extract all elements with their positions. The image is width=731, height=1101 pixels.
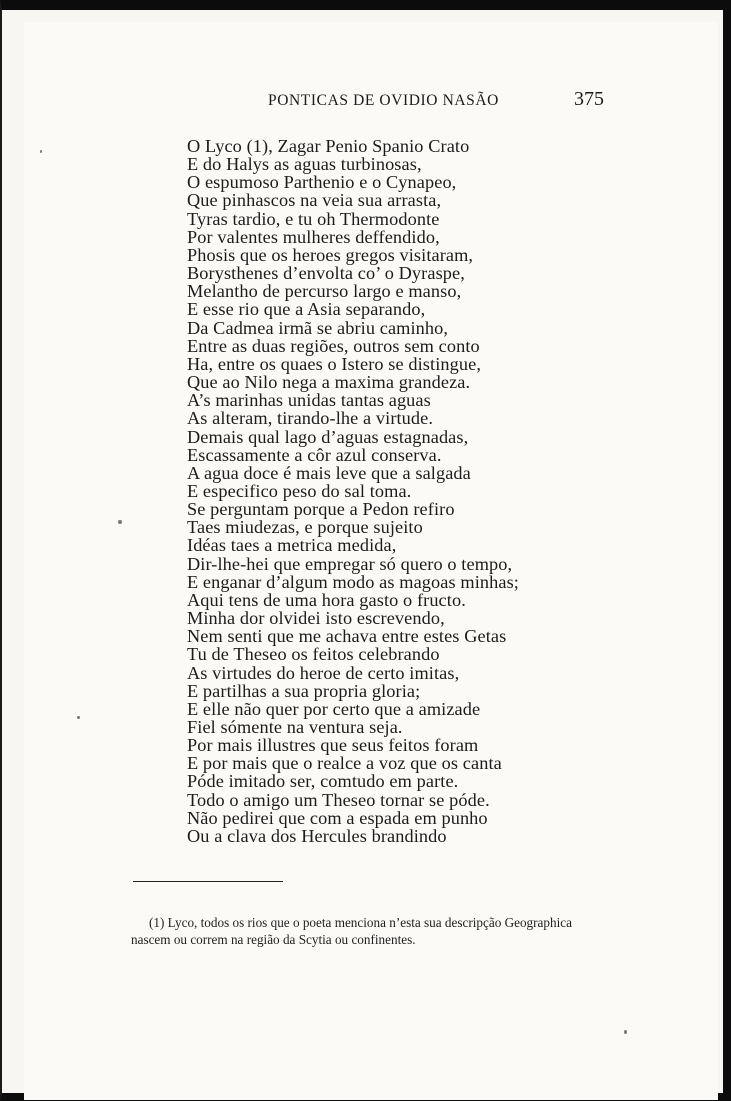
poem-line: Ou a clava dos Hercules brandindo: [187, 825, 447, 846]
poem-line: A agua doce é mais leve que a salgada: [187, 462, 471, 483]
poem-line: Melantho de percurso largo e manso,: [187, 281, 462, 302]
poem-line: Póde imitado ser, comtudo em parte.: [187, 771, 459, 792]
poem-line: E do Halys as aguas turbinosas,: [187, 154, 422, 175]
poem-line: Escassamente a côr azul conserva.: [187, 444, 442, 465]
page-number: 375: [574, 88, 604, 110]
poem-line: As virtudes do heroe de certo imitas,: [187, 662, 460, 683]
scan-speck: [40, 150, 42, 153]
poem-text: [187, 137, 547, 845]
poem-line: Que pinhascos na veia sua arrasta,: [187, 190, 442, 211]
poem-line: A’s marinhas unidas tantas aguas: [187, 390, 431, 411]
poem-line: Por valentes mulheres deffendido,: [187, 226, 440, 247]
poem-line: Dir-lhe-hei que empregar só quero o tempo,: [187, 553, 513, 574]
poem-line: As alteram, tirando-lhe a virtude.: [187, 408, 434, 429]
footnote-divider: [133, 881, 283, 882]
poem-line: Minha dor olvidei isto escrevendo,: [187, 608, 445, 629]
poem-line: Demais qual lago d’aguas estagnadas,: [187, 426, 469, 447]
poem-line: Tu de Theseo os feitos celebrando: [187, 644, 440, 665]
poem-line: E por mais que o realce a voz que os canta: [187, 753, 502, 774]
scan-speck: [118, 520, 122, 524]
poem-line: Se perguntam porque a Pedon refiro: [187, 499, 455, 520]
poem-line: Que ao Nilo nega a maxima grandeza.: [187, 372, 471, 393]
poem-line: Idéas taes a metrica medida,: [187, 535, 397, 556]
scan-speck: [624, 1030, 627, 1034]
poem-line: E esse rio que a Asia separando,: [187, 299, 426, 320]
poem-line: O espumoso Parthenio e o Cynapeo,: [187, 172, 457, 193]
poem-line: Tyras tardio, e tu oh Thermodonte: [187, 208, 440, 229]
poem-line: Todo o amigo um Theseo tornar se póde.: [187, 789, 490, 810]
footnote: (1) Lyco, todos os rios que o poeta menciona n’esta sua descripção Geographica nascem ou correm na região da Scytia ou confinentes.: [131, 915, 572, 947]
poem-line: Borysthenes d’envolta co’ o Dyraspe,: [187, 263, 465, 284]
running-header: PONTICAS DE OVIDIO NASÃO: [268, 92, 499, 109]
poem-line: E enganar d’algum modo as magoas minhas;: [187, 571, 519, 592]
poem-line: Entre as duas regiões, outros sem conto: [187, 335, 480, 356]
poem-line: E partilhas a sua propria gloria;: [187, 680, 421, 701]
poem-line: Taes miudezas, e porque sujeito: [187, 517, 423, 538]
poem-line: Fiel sómente na ventura seja.: [187, 717, 403, 737]
scan-speck: [77, 716, 80, 719]
poem-line: Phosis que os heroes gregos visitaram,: [187, 244, 474, 265]
poem-line: Por mais illustres que seus feitos foram: [187, 735, 479, 756]
poem-line: Não pedirei que com a espada em punho: [187, 807, 488, 828]
poem-line: Nem senti que me achava entre estes Getas: [187, 626, 507, 647]
poem-line: E elle não quer por certo que a amizade: [187, 698, 481, 719]
poem-line: Ha, entre os quaes o Istero se distingue,: [187, 353, 481, 374]
poem-line: Aqui tens de uma hora gasto o fructo.: [187, 589, 466, 610]
poem-line: Da Cadmea irmã se abriu caminho,: [187, 317, 449, 338]
poem-line: O Lyco (1), Zagar Penio Spanio Crato: [187, 136, 470, 156]
poem-line: E especifico peso do sal toma.: [187, 480, 412, 501]
